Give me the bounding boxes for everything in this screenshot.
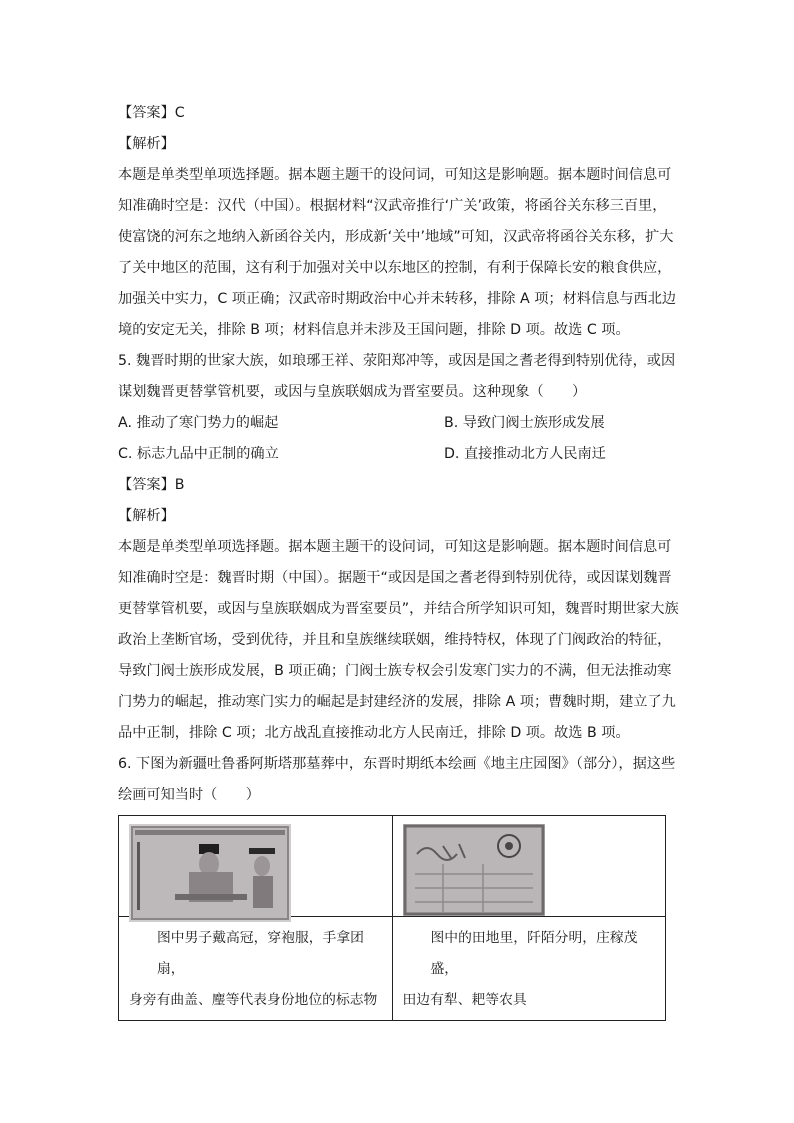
q5-option-d: D. 直接推动北方人民南迁 [444, 446, 606, 462]
q6-figure-cell-2 [392, 816, 666, 917]
q6-stem-line: 6. 下图为新疆吐鲁番阿斯塔那墓葬中，东晋时期纸本绘画《地主庄园图》（部分），据这些 [118, 756, 676, 772]
q4-analysis-line: 了关中地区的范围，这有利于加强对关中以东地区的控制，有利于保障长安的粮食供应， [118, 260, 672, 276]
q6-caption-cell-1 [119, 917, 393, 1021]
q5-analysis-line: 门势力的崛起，推动寒门实力的崛起是封建经济的发展，排除 A 项；曹魏时期，建立了九 [118, 694, 676, 710]
q5-analysis-line: 品中正制，排除 C 项；北方战乱直接推动北方人民南迁，排除 D 项。故选 B 项。 [118, 725, 630, 741]
q5-answer: 【答案】B [118, 477, 185, 493]
q6-caption-line: 图中男子戴高冠，穿袍服，手拿团扇， [157, 930, 364, 977]
q4-analysis-label: 【解析】 [118, 136, 175, 152]
q5-option-a: A. 推动了寒门势力的崛起 [118, 415, 279, 431]
q6-stem-line: 绘画可知当时（ ） [118, 787, 260, 803]
q6-caption-line: 田边有犁、耙等农具 [402, 992, 527, 1008]
q5-analysis-line: 更替掌管机要，或因与皇族联姻成为晋室要员”，并结合所学知识可知，魏晋时期世家大族 [118, 601, 679, 617]
q6-caption-cell-2 [392, 917, 666, 1021]
q4-analysis-line: 知准确时空是：汉代（中国）。根据材料“汉武帝推行‘广关’政策，将函谷关东移三百里， [118, 198, 667, 214]
q6-figure-table [118, 815, 666, 1021]
q5-analysis-label: 【解析】 [118, 508, 175, 524]
q4-analysis-line: 本题是单类型单项选择题。据本题主题干的设问词，可知这是影响题。据本题时间信息可 [118, 167, 672, 183]
q4-analysis-line: 境的安定无关，排除 B 项；材料信息并未涉及王国问题，排除 D 项。故选 C 项。 [118, 322, 630, 338]
document-content [118, 98, 678, 1021]
q5-stem-line: 5. 魏晋时期的世家大族，如琅琊王祥、荥阳郑冲等，或因是国之耆老得到特别优待，或因 [118, 353, 676, 369]
q4-analysis-line: 加强关中实力，C 项正确；汉武帝时期政治中心并未转移，排除 A 项；材料信息与西北边 [118, 291, 677, 307]
q5-stem-line: 谋划魏晋更替掌管机要，或因与皇族联姻成为晋室要员。这种现象（ ） [118, 384, 587, 400]
q6-caption-line: 身旁有曲盖、麈等代表身份地位的标志物 [129, 992, 378, 1008]
q5-analysis-line: 导致门阀士族形成发展，B 项正确；门阀士族专权会引发寒门实力的不满，但无法推动寒 [118, 663, 672, 679]
farmland-scene-image [403, 824, 545, 916]
q5-option-c: C. 标志九品中正制的确立 [118, 446, 279, 462]
q5-option-b: B. 导致门阀士族形成发展 [444, 415, 605, 431]
q5-options-row [118, 408, 678, 439]
landlord-portrait-image [129, 824, 291, 922]
q4-answer: 【答案】C [118, 105, 185, 121]
q5-analysis-line: 本题是单类型单项选择题。据本题主题干的设问词，可知这是影响题。据本题时间信息可 [118, 539, 672, 555]
q6-figure-cell-1 [119, 816, 393, 917]
q5-analysis-line: 政治上垄断官场，受到优待，并且和皇族继续联姻，维持特权，体现了门阀政治的特征， [118, 632, 672, 648]
q5-analysis-line: 知准确时空是：魏晋时期（中国）。据题干“或因是国之耆老得到特别优待，或因谋划魏晋 [118, 570, 672, 586]
q6-caption-line: 图中的田地里，阡陌分明，庄稼茂盛， [430, 930, 638, 977]
q5-options-row [118, 439, 678, 470]
q4-analysis-line: 使富饶的河东之地纳入新函谷关内，形成新‘关中’地域”可知，汉武帝将函谷关东移，扩大 [118, 229, 674, 245]
